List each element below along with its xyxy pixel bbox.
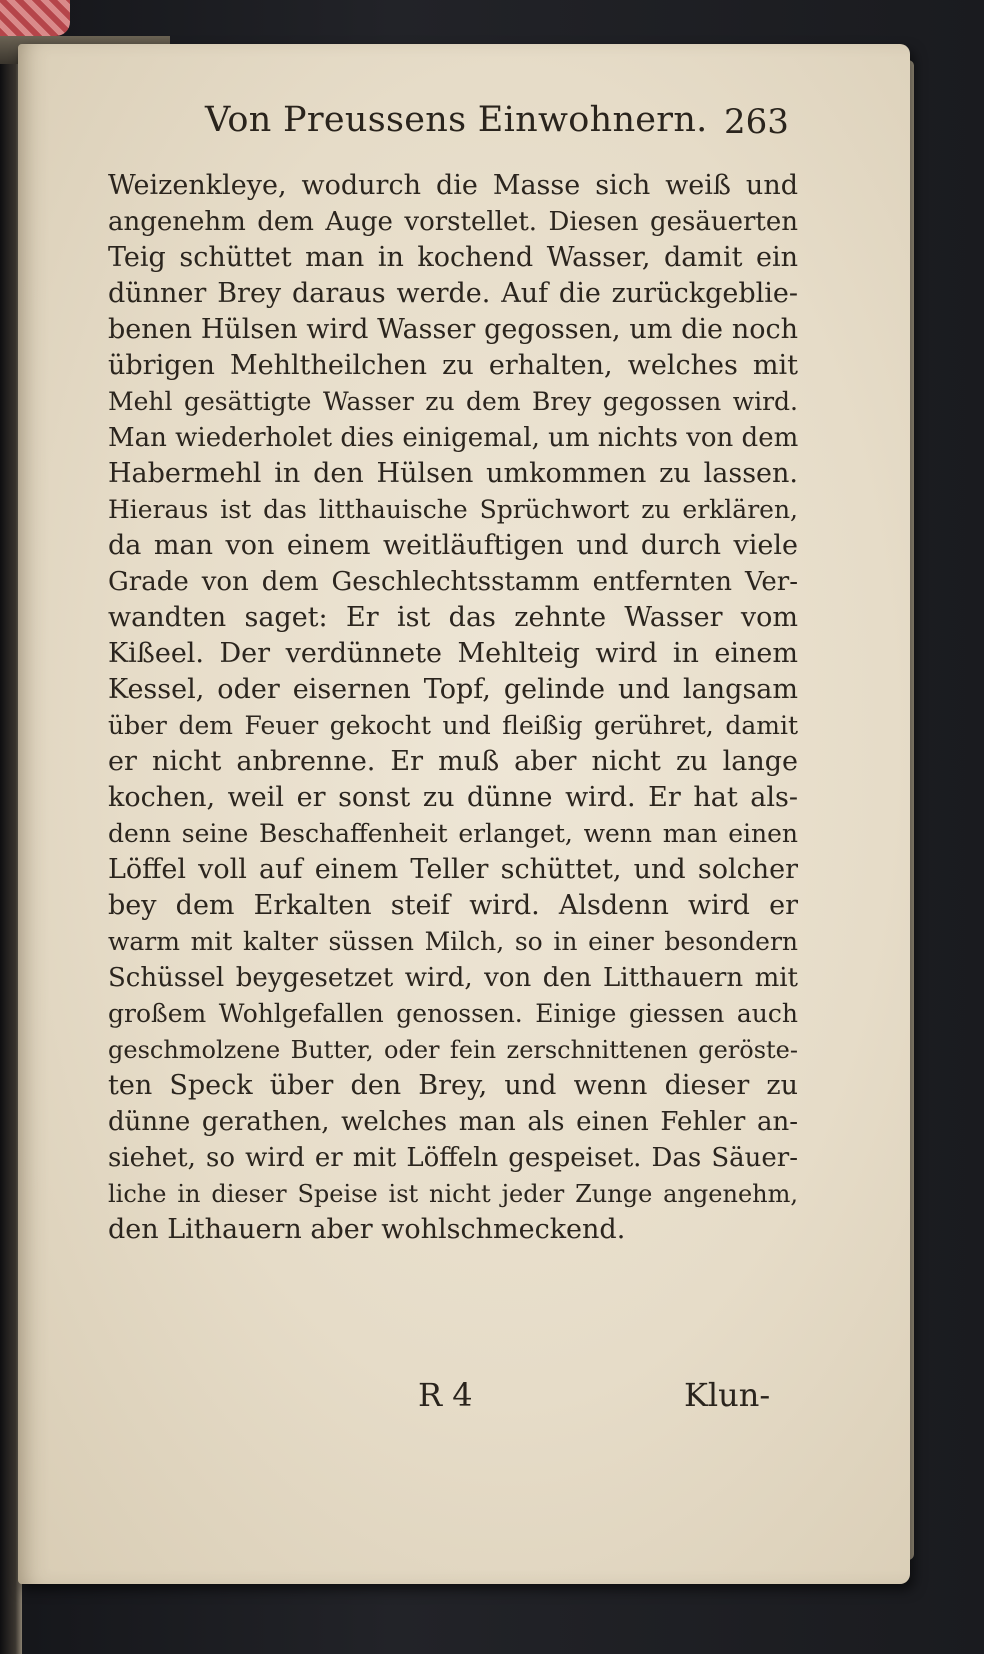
running-title: Von Preussens Einwohnern. (205, 100, 708, 140)
text-line: warm mit kalter süssen Milch, so in einer besondern (108, 927, 798, 956)
signature-mark: R 4 (418, 1376, 473, 1414)
text-line: über dem Feuer gekocht und fleißig gerühret, damit (108, 711, 798, 740)
text-line: benen Hülsen wird Wasser gegossen, um die noch (108, 314, 798, 345)
text-line: angenehm dem Auge vorstellet. Diesen gesäuerten (108, 207, 798, 237)
text-line: Teig schüttet man in kochend Wasser, damit ein (108, 242, 798, 273)
bookmark-ribbon (0, 0, 70, 36)
text-line: Mehl gesättigte Wasser zu dem Brey gegossen wird. (108, 387, 798, 416)
text-line: denn seine Beschaffenheit erlanget, wenn man einen (108, 819, 798, 848)
catchword: Klun- (684, 1376, 771, 1414)
text-line: siehet, so wird er mit Löffeln gespeiset. Das Säuer- (108, 1143, 798, 1173)
text-line: Man wiederholet dies einigemal, um nichts von dem (108, 423, 798, 453)
text-line: bey dem Erkalten steif wird. Alsdenn wird er (108, 890, 798, 921)
text-line: übrigen Mehltheilchen zu erhalten, welches mit (108, 350, 798, 381)
text-line: Hieraus ist das litthauische Sprüchwort zu erklären, (108, 495, 798, 524)
body-text (108, 168, 798, 1248)
page-header (0, 100, 984, 150)
text-line: den Lithauern aber wohlschmeckend. (108, 1214, 626, 1245)
text-line: Kißeel. Der verdünnete Mehlteig wird in einem (108, 638, 798, 669)
text-line: ten Speck über den Brey, und wenn dieser zu (108, 1070, 798, 1101)
text-line: dünner Brey daraus werde. Auf die zurückgeblie- (108, 278, 798, 309)
text-line: geschmolzene Butter, oder fein zerschnittenen geröste- (108, 1036, 798, 1064)
text-line: Grade von dem Geschlechtsstamm entfernten Ver- (108, 567, 798, 597)
text-line: da man von einem weitläuftigen und durch viele (108, 530, 798, 561)
text-line: kochen, weil er sonst zu dünne wird. Er hat als- (108, 782, 798, 813)
text-line: Habermehl in den Hülsen umkommen zu lassen. (108, 458, 798, 489)
page-footer (0, 1376, 984, 1426)
text-line: Weizenkleye, wodurch die Masse sich weiß und (108, 170, 798, 201)
text-line: Kessel, oder eisernen Topf, gelinde und langsam (108, 674, 798, 705)
text-line: großem Wohlgefallen genossen. Einige giessen auch (108, 999, 798, 1028)
text-line: liche in dieser Speise ist nicht jeder Zunge angenehm, (108, 1180, 798, 1208)
text-line: er nicht anbrenne. Er muß aber nicht zu lange (108, 746, 798, 777)
text-line: wandten saget: Er ist das zehnte Wasser vom (108, 602, 798, 633)
text-line: Löffel voll auf einem Teller schüttet, und solcher (108, 854, 798, 885)
page-number: 263 (724, 102, 789, 142)
text-line: Schüssel beygesetzet wird, von den Litthauern mit (108, 963, 798, 993)
text-line: dünne gerathen, welches man als einen Fehler an- (108, 1107, 798, 1137)
